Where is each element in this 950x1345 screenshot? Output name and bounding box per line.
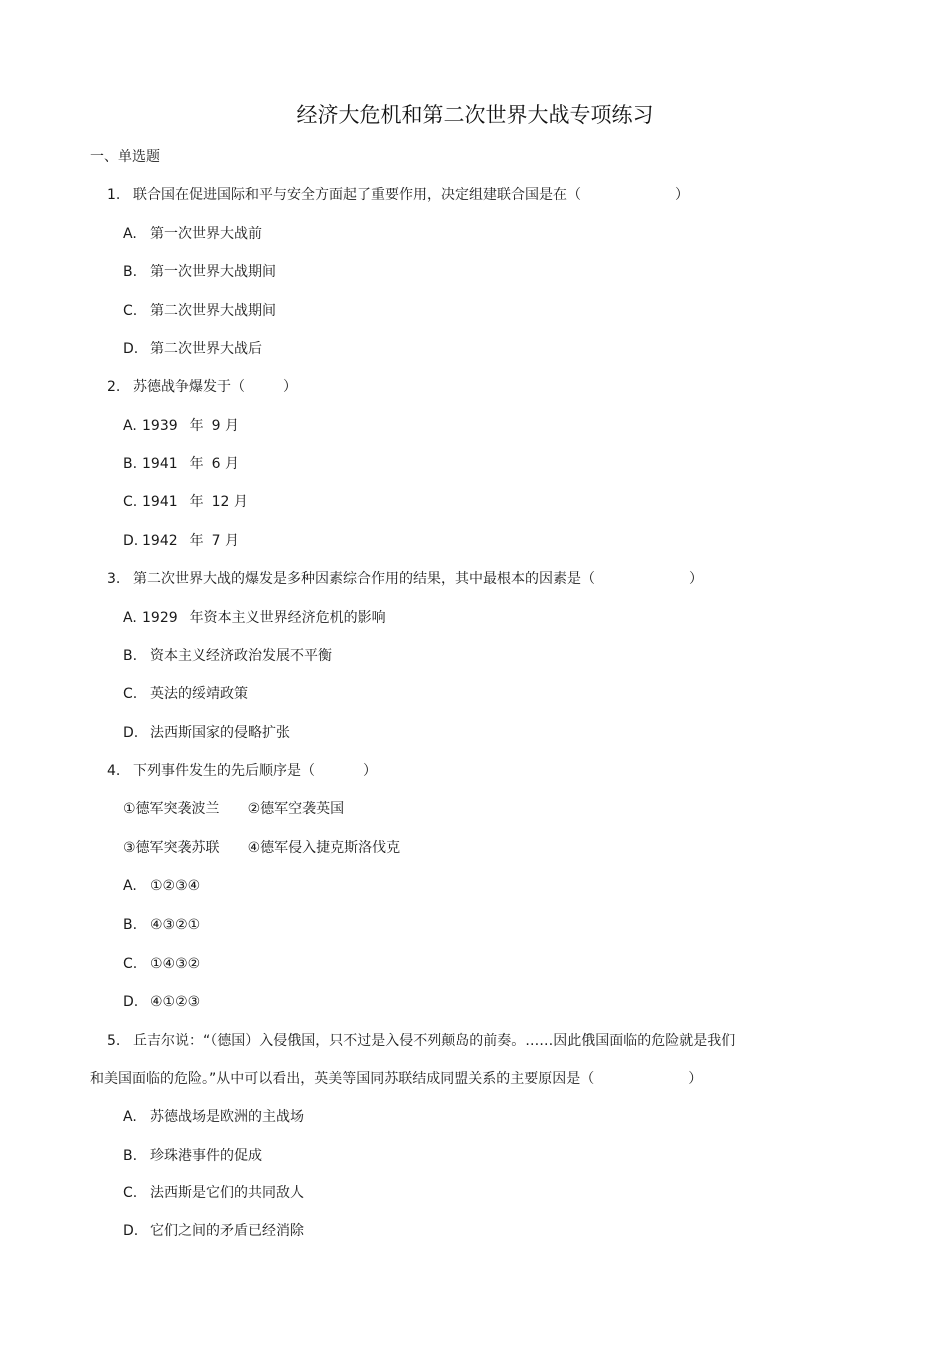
option-2b bbox=[123, 454, 239, 474]
option-year: 1941 bbox=[142, 456, 178, 472]
statement-row-2 bbox=[123, 838, 400, 858]
option-4c bbox=[123, 954, 200, 974]
option-1a bbox=[123, 224, 262, 244]
option-letter: A. bbox=[123, 226, 137, 242]
option-letter: C. bbox=[123, 303, 138, 319]
option-text: 它们之间的矛盾已经消除 bbox=[150, 1223, 304, 1239]
option-month: 12 bbox=[211, 494, 230, 510]
option-text: 资本主义经济政治发展不平衡 bbox=[150, 648, 332, 664]
question-number: 5. bbox=[107, 1033, 121, 1049]
question-number: 2. bbox=[107, 379, 121, 395]
question-text: 下列事件发生的先后顺序是（ bbox=[133, 763, 315, 779]
option-letter: C. bbox=[123, 956, 138, 972]
option-text: 第二次世界大战后 bbox=[150, 341, 262, 357]
statement: ③德军突袭苏联 bbox=[123, 840, 220, 856]
option-4a bbox=[123, 876, 200, 896]
question-number: 1. bbox=[107, 187, 121, 203]
option-2a bbox=[123, 416, 239, 436]
option-3c bbox=[123, 684, 248, 704]
option-letter: D. bbox=[123, 341, 139, 357]
option-5b bbox=[123, 1146, 262, 1166]
option-3a bbox=[123, 608, 386, 628]
option-text: 第二次世界大战期间 bbox=[150, 303, 276, 319]
option-letter: A. bbox=[123, 610, 137, 626]
option-letter: D. bbox=[123, 725, 139, 741]
option-month-unit: 月 bbox=[225, 533, 240, 549]
option-letter: B. bbox=[123, 917, 138, 933]
option-month-unit: 月 bbox=[233, 494, 248, 510]
option-4d bbox=[123, 992, 200, 1012]
option-letter: B. bbox=[123, 456, 138, 472]
answer-blank-close: ） bbox=[283, 379, 297, 395]
option-letter: D. bbox=[123, 1223, 139, 1239]
option-text: ④①②③ bbox=[150, 994, 201, 1010]
question-2 bbox=[107, 377, 297, 397]
option-text: ①②③④ bbox=[150, 878, 201, 894]
option-text: 苏德战场是欧洲的主战场 bbox=[150, 1109, 304, 1125]
option-year-unit: 年 bbox=[189, 456, 204, 472]
option-text: 英法的绥靖政策 bbox=[150, 686, 248, 702]
question-5 bbox=[107, 1031, 735, 1051]
option-text: 珍珠港事件的促成 bbox=[150, 1148, 262, 1164]
question-3 bbox=[107, 569, 703, 589]
option-text: 年资本主义世界经济危机的影响 bbox=[189, 610, 386, 626]
option-month: 7 bbox=[211, 533, 221, 549]
answer-blank-close: ） bbox=[689, 571, 703, 587]
option-letter: C. bbox=[123, 1185, 138, 1201]
option-letter: A. bbox=[123, 1109, 137, 1125]
option-text: 法西斯是它们的共同敌人 bbox=[150, 1185, 304, 1201]
answer-blank-close: ） bbox=[688, 1071, 703, 1087]
option-2c bbox=[123, 492, 248, 512]
option-letter: C. bbox=[123, 686, 138, 702]
question-4 bbox=[107, 761, 377, 781]
option-letter: C. bbox=[123, 494, 138, 510]
question-text: 丘吉尔说：“（德国）入侵俄国，只不过是入侵不列颠岛的前奏。……因此俄国面临的危险就是我们 bbox=[133, 1033, 736, 1049]
question-text: 苏德战争爆发于（ bbox=[133, 379, 245, 395]
option-1d bbox=[123, 339, 262, 359]
answer-blank-close: ） bbox=[675, 187, 689, 203]
option-letter: B. bbox=[123, 1148, 138, 1164]
option-year-unit: 年 bbox=[189, 418, 204, 434]
question-number: 3. bbox=[107, 571, 121, 587]
statement: ④德军侵入捷克斯洛伐克 bbox=[247, 840, 401, 856]
option-letter: A. bbox=[123, 418, 137, 434]
option-letter: B. bbox=[123, 648, 138, 664]
option-text: ①④③② bbox=[150, 956, 201, 972]
option-letter: D. bbox=[123, 994, 139, 1010]
option-3d bbox=[123, 723, 290, 743]
option-3b bbox=[123, 646, 332, 666]
option-year: 1929 bbox=[142, 610, 178, 626]
section-heading: 一、单选题 bbox=[90, 149, 160, 165]
option-5d bbox=[123, 1221, 304, 1241]
question-5-continued bbox=[90, 1069, 702, 1089]
option-year: 1942 bbox=[142, 533, 178, 549]
option-year-unit: 年 bbox=[189, 494, 204, 510]
statement: ②德军空袭英国 bbox=[247, 801, 345, 817]
option-4b bbox=[123, 915, 200, 935]
option-year: 1939 bbox=[142, 418, 178, 434]
question-1 bbox=[107, 185, 689, 205]
option-letter: A. bbox=[123, 878, 137, 894]
option-year-unit: 年 bbox=[189, 533, 204, 549]
question-text: 联合国在促进国际和平与安全方面起了重要作用，决定组建联合国是在（ bbox=[133, 187, 581, 203]
option-letter: D. bbox=[123, 533, 139, 549]
option-1b bbox=[123, 262, 276, 282]
option-text: 法西斯国家的侵略扩张 bbox=[150, 725, 290, 741]
option-text: ④③②① bbox=[150, 917, 201, 933]
option-2d bbox=[123, 531, 239, 551]
option-text: 第一次世界大战前 bbox=[150, 226, 262, 242]
option-1c bbox=[123, 301, 276, 321]
option-5c bbox=[123, 1183, 304, 1203]
option-month-unit: 月 bbox=[225, 418, 240, 434]
question-number: 4. bbox=[107, 763, 121, 779]
question-text: 第二次世界大战的爆发是多种因素综合作用的结果，其中最根本的因素是（ bbox=[133, 571, 595, 587]
option-text: 第一次世界大战期间 bbox=[150, 264, 276, 280]
option-letter: B. bbox=[123, 264, 138, 280]
option-month: 9 bbox=[211, 418, 221, 434]
statement: ①德军突袭波兰 bbox=[123, 801, 220, 817]
page-title: 经济大危机和第二次世界大战专项练习 bbox=[296, 103, 654, 127]
option-month: 6 bbox=[211, 456, 221, 472]
option-year: 1941 bbox=[142, 494, 178, 510]
answer-blank-close: ） bbox=[363, 763, 377, 779]
option-5a bbox=[123, 1107, 304, 1127]
question-text: 和美国面临的危险。”从中可以看出，英美等国同苏联结成同盟关系的主要原因是（ bbox=[90, 1071, 595, 1087]
option-month-unit: 月 bbox=[225, 456, 240, 472]
statement-row-1 bbox=[123, 799, 344, 819]
